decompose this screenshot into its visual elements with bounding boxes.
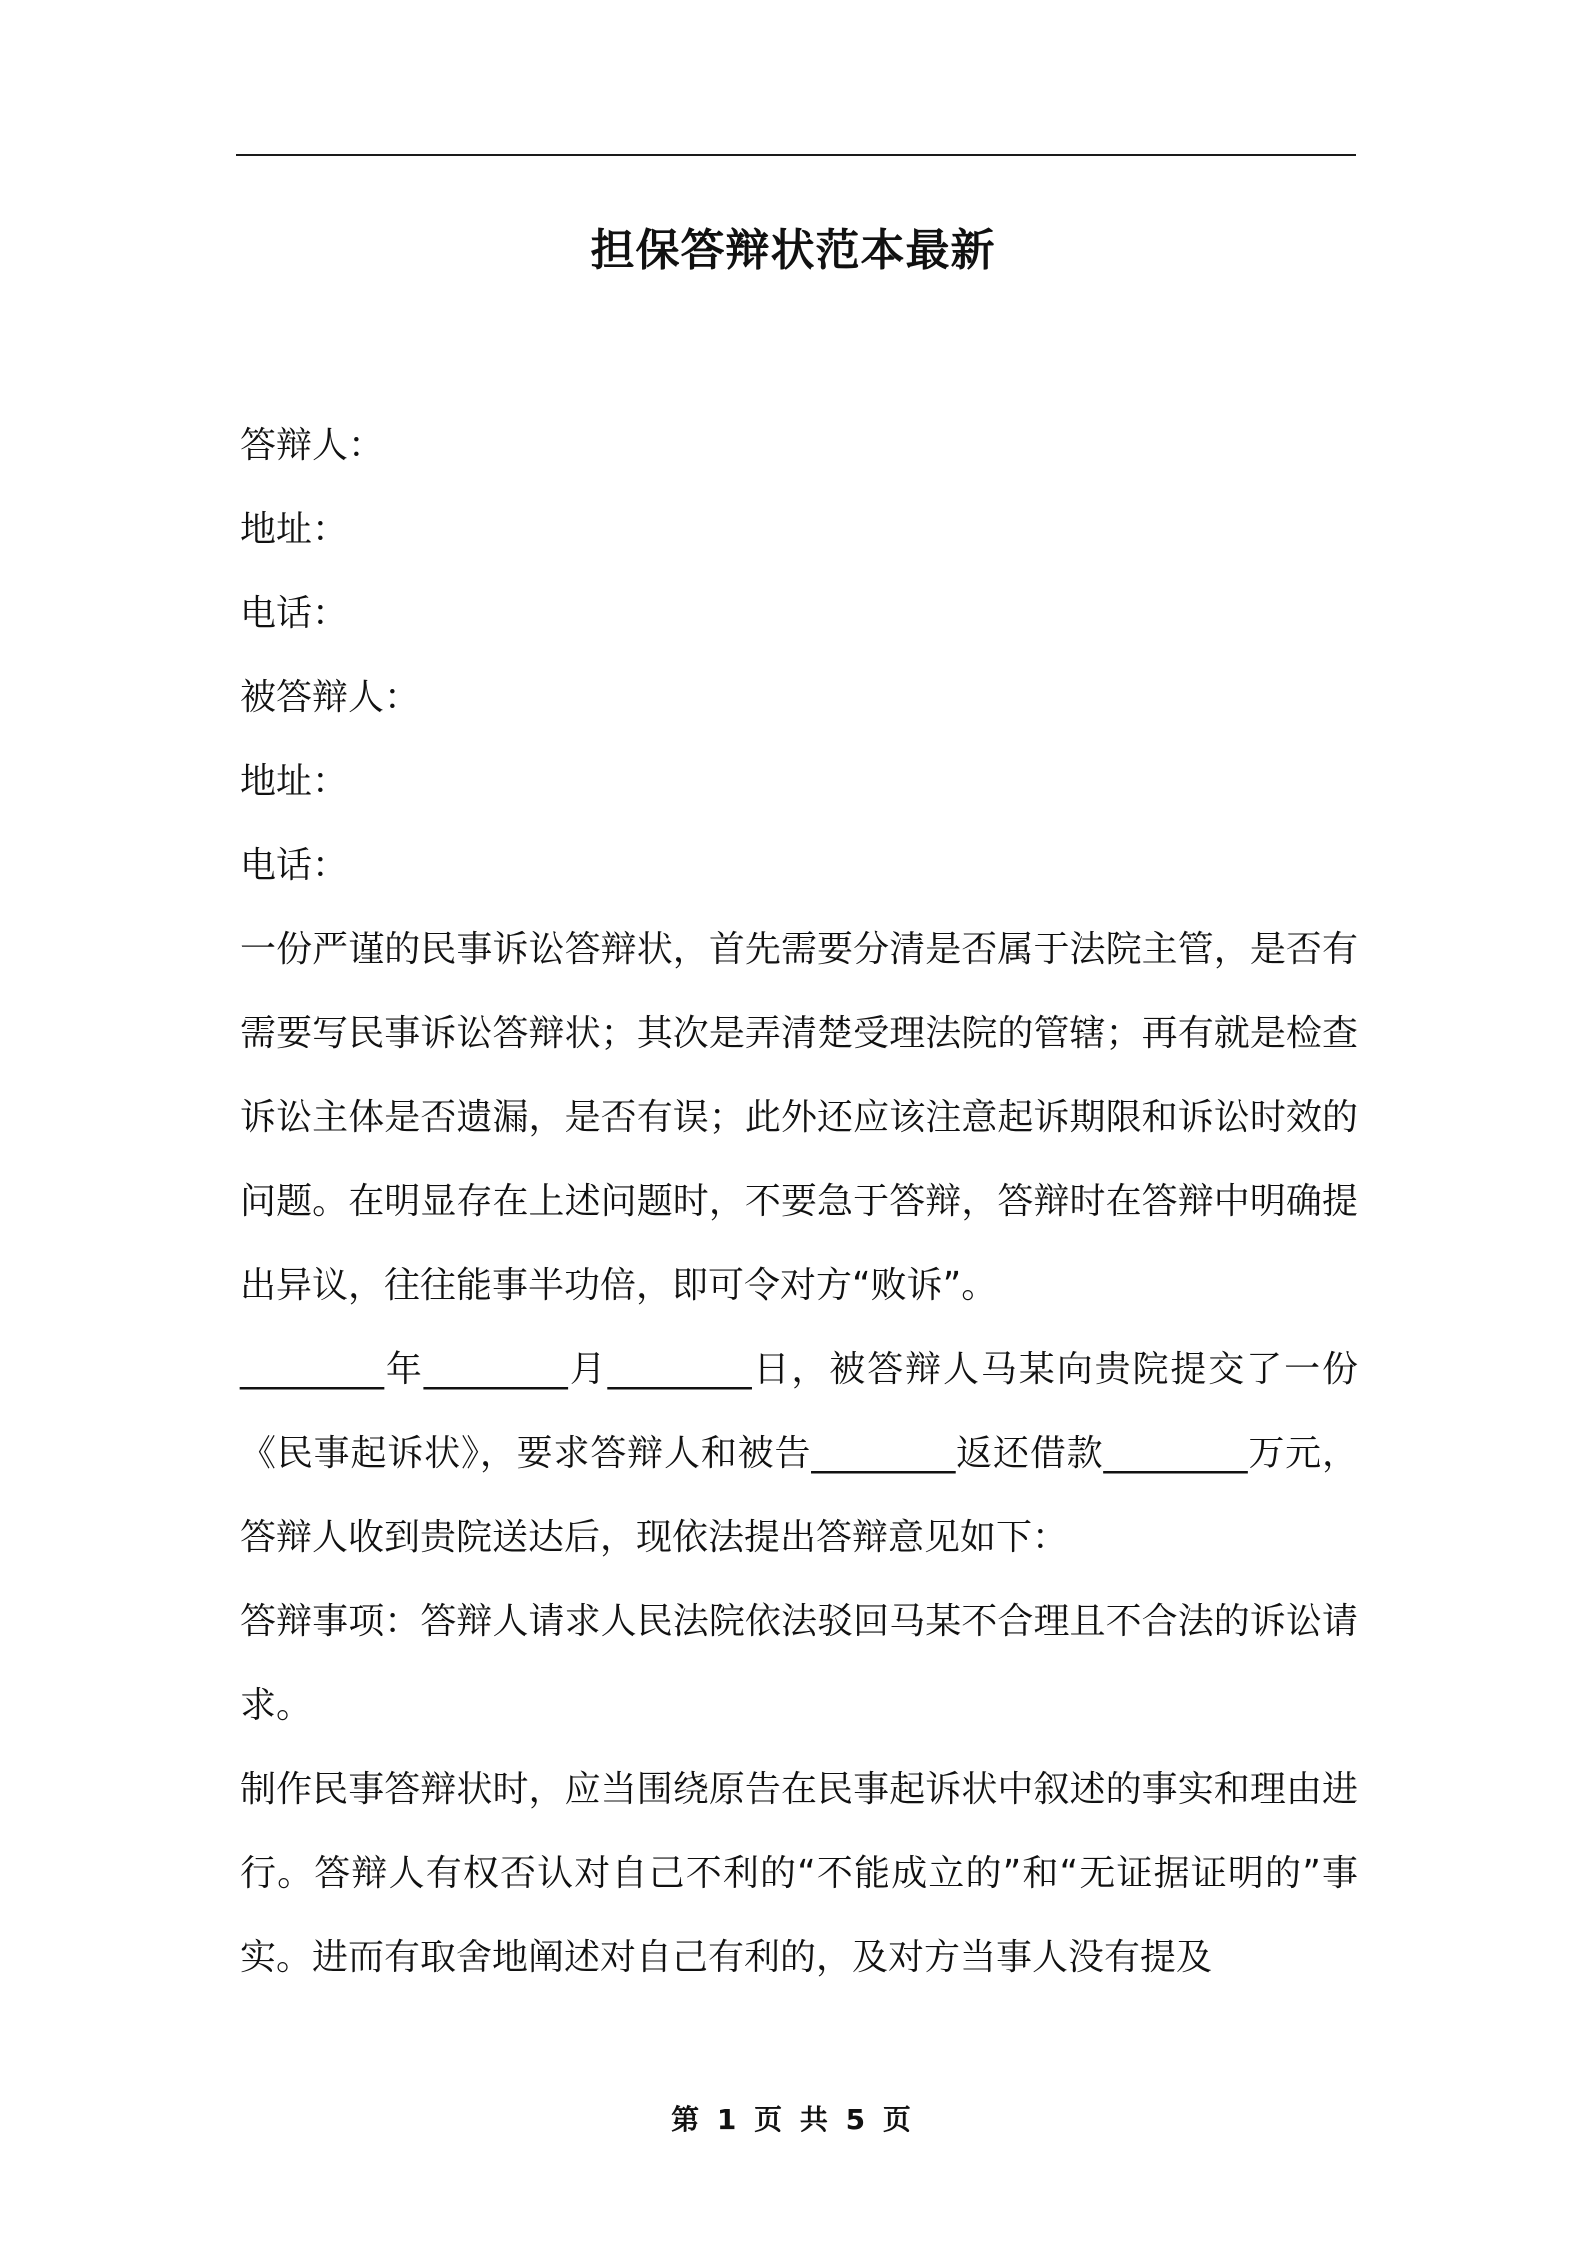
page-number: 第 1 页 共 5 页 bbox=[671, 2103, 915, 2136]
paragraph-guidance: 制作民事答辩状时，应当围绕原告在民事起诉状中叙述的事实和理由进行。答辩人有权否认对自己不利的“不能成立的”和“无证据证明的”事实。进而有取舍地阐述对自己有利的，及对方当事人没有提及 bbox=[240, 1769, 1358, 1978]
field-claimant-address: 地址： bbox=[240, 761, 349, 802]
paragraph-defense-items: 答辩事项：答辩人请求人民法院依法驳回马某不合理且不合法的诉讼请求。 bbox=[240, 1601, 1358, 1726]
document-body bbox=[240, 404, 1358, 2000]
page-footer bbox=[0, 2098, 1586, 2138]
field-claimant: 被答辩人： bbox=[240, 677, 421, 718]
field-respondent: 答辩人： bbox=[240, 425, 385, 466]
field-respondent-address: 地址： bbox=[240, 509, 349, 550]
field-respondent-phone: 电话： bbox=[240, 593, 349, 634]
field-claimant-phone: 电话： bbox=[240, 845, 349, 886]
paragraph-intro: 一份严谨的民事诉讼答辩状，首先需要分清是否属于法院主管，是否有需要写民事诉讼答辩状；其次是弄清楚受理法院的管辖；再有就是检查诉讼主体是否遗漏，是否有误；此外还应该注意起诉期限和诉讼时效的问题。在明显存在上述问题时，不要急于答辩，答辩时在答辩中明确提出异议，往往能事半功倍，即可令对方“败诉”。 bbox=[240, 929, 1358, 1306]
paragraph-facts: ________年________月________日，被答辩人马某向贵院提交了一份《民事起诉状》，要求答辩人和被告________返还借款________万元，答辩人收到贵院送达后，现依法提出答辩意见如下： bbox=[240, 1349, 1358, 1558]
header-rule bbox=[236, 154, 1356, 156]
document-title: 担保答辩状范本最新 bbox=[590, 225, 996, 276]
